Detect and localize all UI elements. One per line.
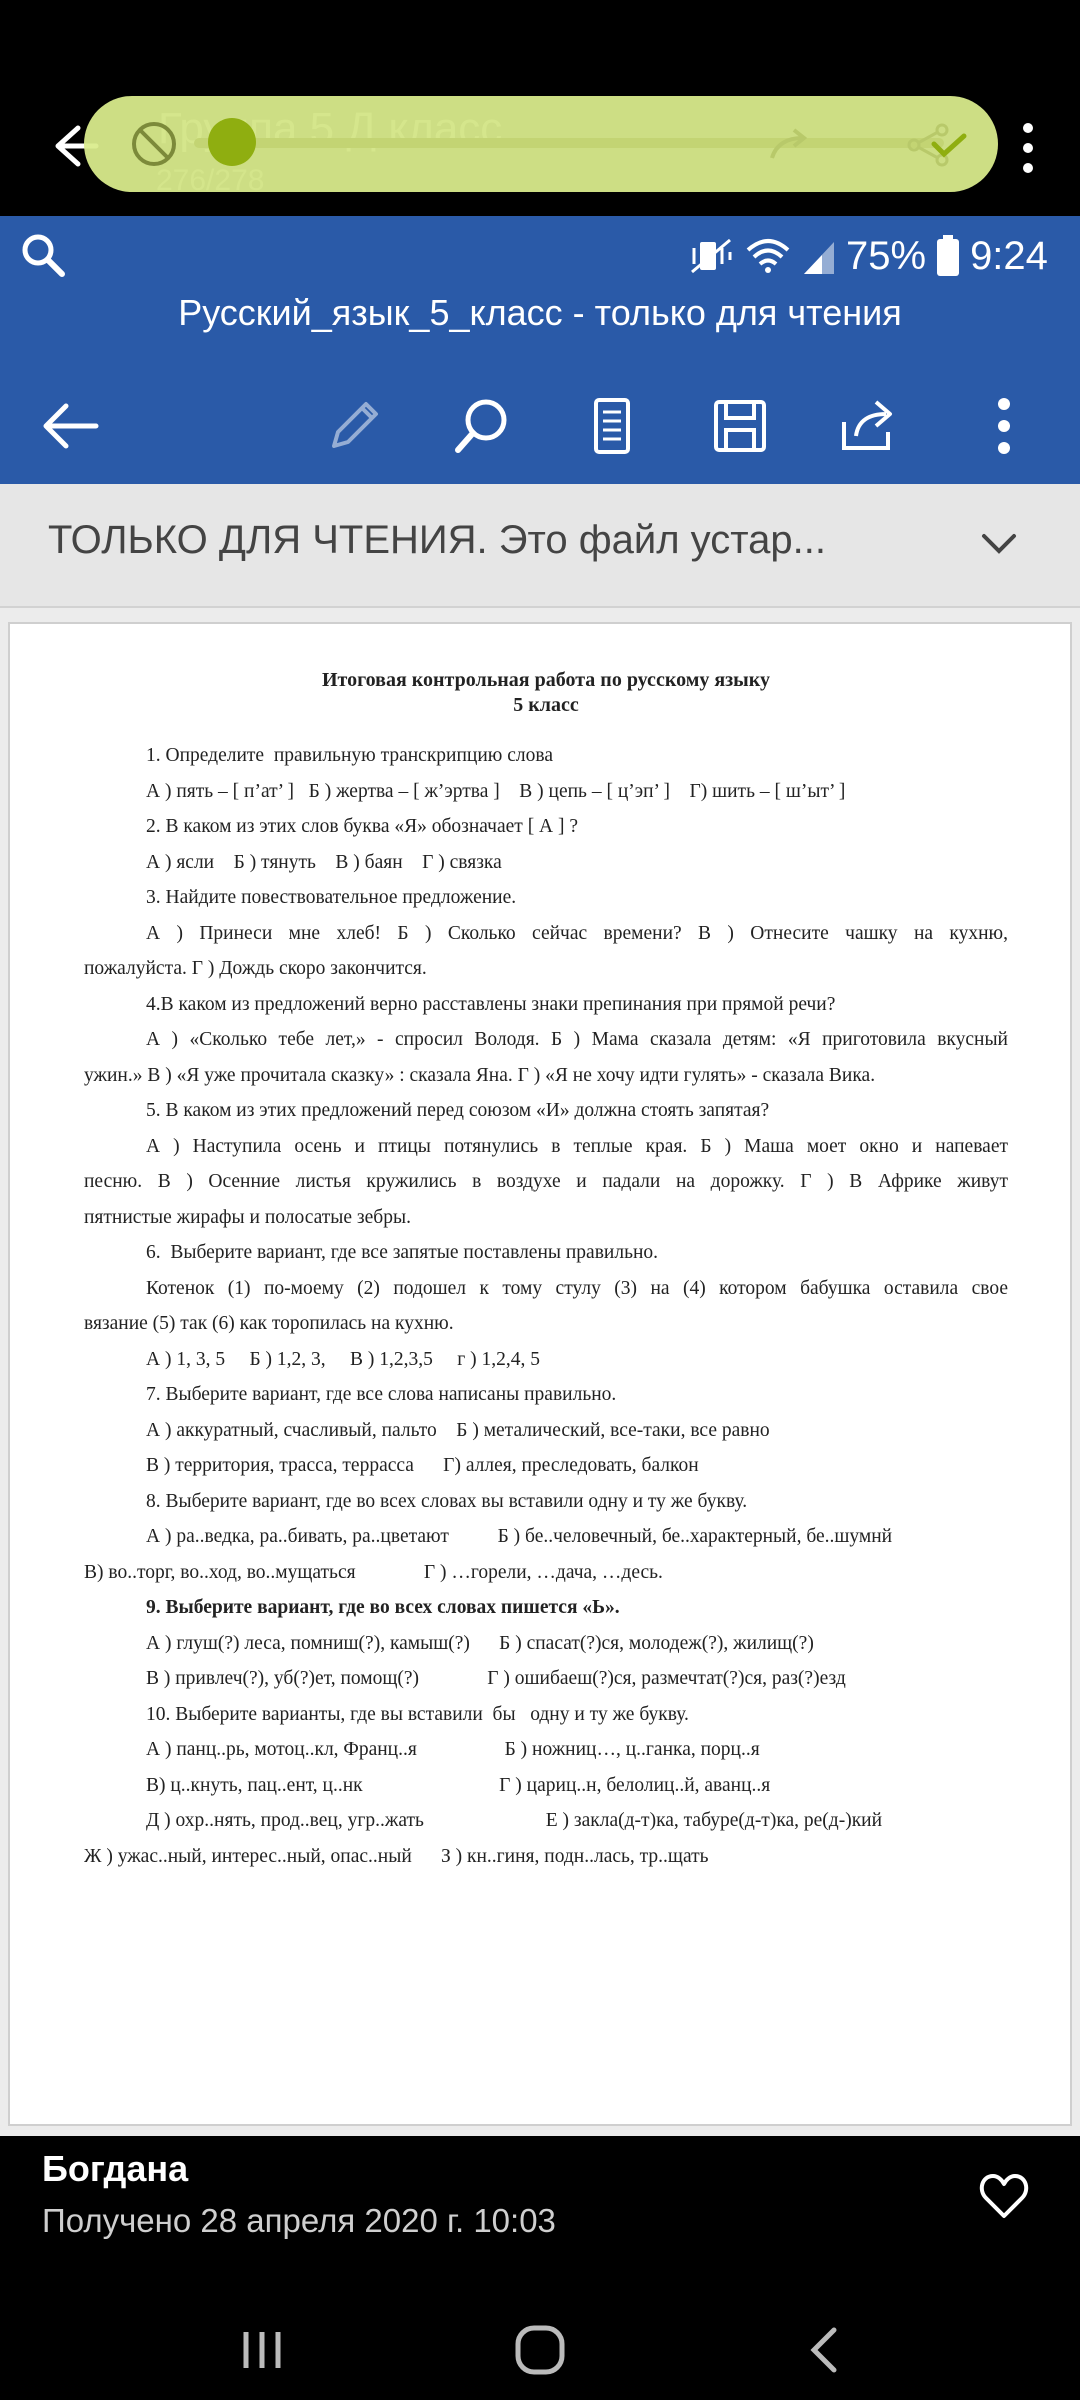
doc-line: ужин.» В ) «Я уже прочитала сказку» : сказала Яна. Г ) «Я не хочу идти гулять» - сказала Вика. <box>84 1064 876 1086</box>
progress-thumb[interactable] <box>208 118 256 166</box>
doc-line: 6. Выберите вариант, где все запятые поставлены правильно. <box>146 1242 659 1263</box>
recent-apps-icon[interactable] <box>232 2320 292 2380</box>
find-icon[interactable] <box>448 392 516 460</box>
doc-line: 10. Выберите варианты, где вы вставили бы одну и ту же букву. <box>146 1703 689 1725</box>
sender-name: Богдана <box>42 2148 189 2189</box>
more-options-icon[interactable] <box>970 392 1038 460</box>
doc-line: 9. Выберите вариант, где во всех словах пишется «Ь». <box>146 1597 620 1618</box>
heart-icon[interactable] <box>978 2170 1030 2222</box>
question-list <box>84 738 1008 1874</box>
doc-line: 1. Определите правильную транскрипцию слова <box>146 745 553 766</box>
back-nav-icon[interactable] <box>796 2320 856 2380</box>
forward-icon[interactable] <box>764 120 814 170</box>
received-date: Получено 28 апреля 2020 г. 10:03 <box>42 2202 556 2239</box>
status-bar <box>690 228 1048 284</box>
doc-line: А ) панц..рь, мотоц..кл, Франц..я Б ) ножниц…, ц..ганка, порц..я <box>146 1739 760 1760</box>
word-app-header <box>0 216 1080 484</box>
doc-line: пожалуйста. Г ) Дождь скоро закончится. <box>84 958 427 979</box>
media-overlay-bar <box>84 96 998 192</box>
more-options-icon[interactable] <box>1016 118 1040 178</box>
banner-text: ТОЛЬКО ДЛЯ ЧТЕНИЯ. Это файл устар... <box>48 518 826 562</box>
doc-line: В) во..торг, во..ход, во..мущаться Г ) …горели, …дача, …десь. <box>84 1561 663 1583</box>
doc-line: В) ц..кнуть, пац..ент, ц..нк Г ) цариц..н, белолиц..й, аванц..я <box>146 1774 771 1796</box>
doc-line: 7. Выберите вариант, где все слова написаны правильно. <box>146 1384 617 1405</box>
doc-line: Котенок (1) по-моему (2) подошел к тому стулу (3) на (4) котором бабушка оставила свое <box>146 1277 1008 1299</box>
document-content <box>84 668 1008 1874</box>
toolbar <box>0 376 1080 476</box>
doc-line: А ) ясли Б ) тянуть В ) баян Г ) связка <box>146 851 502 873</box>
check-icon[interactable] <box>924 120 974 170</box>
doc-line: А ) аккуратный, счасливый, пальто Б ) металический, все-таки, все равно <box>146 1419 770 1441</box>
read-only-banner[interactable] <box>0 484 1080 608</box>
signal-icon <box>802 236 836 276</box>
doc-line: 5. В каком из этих предложений перед союзом «И» должна стоять запятая? <box>146 1100 770 1121</box>
home-icon[interactable] <box>510 2320 570 2380</box>
doc-line: В ) территория, трасса, террасса Г) аллея, преследовать, балкон <box>146 1455 699 1476</box>
doc-line: песню. В ) Осенние листья кружились в воздухе и падали на дорожку. Г ) В Африке живут <box>84 1171 1008 1192</box>
doc-line: 3. Найдите повествовательное предложение. <box>146 887 517 908</box>
doc-line: А ) Принеси мне хлеб! Б ) Сколько сейчас времени? В ) Отнесите чашку на кухню, <box>146 922 1008 944</box>
progress-track[interactable] <box>194 138 944 148</box>
mute-icon[interactable] <box>128 118 180 170</box>
wifi-icon <box>744 236 792 276</box>
document-title: Русский_язык_5_класс - только для чтения <box>178 292 902 333</box>
doc-line: Ж ) ужас..ный, интерес..ный, опас..ный З ) кн..гиня, подн..лась, тр..щать <box>84 1845 709 1867</box>
doc-line: 8. Выберите вариант, где во всех словах вы вставили одну и ту же букву. <box>146 1490 748 1512</box>
save-icon[interactable] <box>706 392 774 460</box>
doc-line: вязание (5) так (6) как торопилась на кухню. <box>84 1313 454 1334</box>
doc-line: 2. В каком из этих слов буква «Я» обозначает [ А ] ? <box>146 816 579 837</box>
battery-percent: 75% <box>846 233 927 278</box>
viewer-footer <box>0 2136 1080 2400</box>
clock: 9:24 <box>970 233 1048 278</box>
doc-line: А ) глуш(?) леса, помниш(?), камыш(?) Б ) спасат(?)ся, молодеж(?), жилищ(?) <box>146 1632 814 1654</box>
doc-line: В ) привлеч(?), уб(?)ет, помощ(?) Г ) ошибаеш(?)ся, размечтат(?)ся, раз(?)езд <box>146 1668 846 1689</box>
doc-line: 4.В каком из предложений верно расставлены знаки препинания при прямой речи? <box>146 993 836 1015</box>
system-nav-bar <box>0 2296 1080 2400</box>
back-arrow-icon[interactable] <box>36 392 104 460</box>
doc-line: А ) 1, 3, 5 Б ) 1,2, 3, В ) 1,2,3,5 г ) 1,2,4, 5 <box>146 1348 541 1370</box>
search-icon[interactable] <box>18 230 68 280</box>
doc-line: Д ) охр..нять, прод..вец, угр..жать Е ) закла(д-т)ка, табуре(д-т)ка, ре(д-)кий <box>146 1810 883 1831</box>
doc-line: А ) ра..ведка, ра..бивать, ра..цветают Б ) бе..человечный, бе..характерный, бе..шумнй <box>146 1526 893 1547</box>
doc-line: А ) Наступила осень и птицы потянулись в теплые края. Б ) Маша моет окно и напевает <box>146 1135 1008 1157</box>
chevron-down-icon[interactable] <box>976 520 1022 566</box>
read-mode-icon[interactable] <box>578 392 646 460</box>
doc-line: пятнистые жирафы и полосатые зебры. <box>84 1206 411 1228</box>
document-page[interactable] <box>8 622 1072 2126</box>
edit-pencil-icon[interactable] <box>320 392 388 460</box>
battery-icon <box>936 235 960 277</box>
doc-line: А ) пять – [ п’ат’ ] Б ) жертва – [ ж’эртва ] В ) цепь – [ ц’эп’ ] Г) шить – [ ш’ыт’ ] <box>146 780 846 802</box>
doc-subheading: 5 класс <box>513 694 579 716</box>
doc-heading: Итоговая контрольная работа по русскому языку <box>321 669 771 691</box>
doc-line: А ) «Сколько тебе лет,» - спросил Володя. Б ) Мама сказала детям: «Я приготовила вкусный <box>146 1029 1008 1050</box>
vibrate-mute-icon <box>690 236 734 276</box>
share-icon[interactable] <box>834 392 902 460</box>
